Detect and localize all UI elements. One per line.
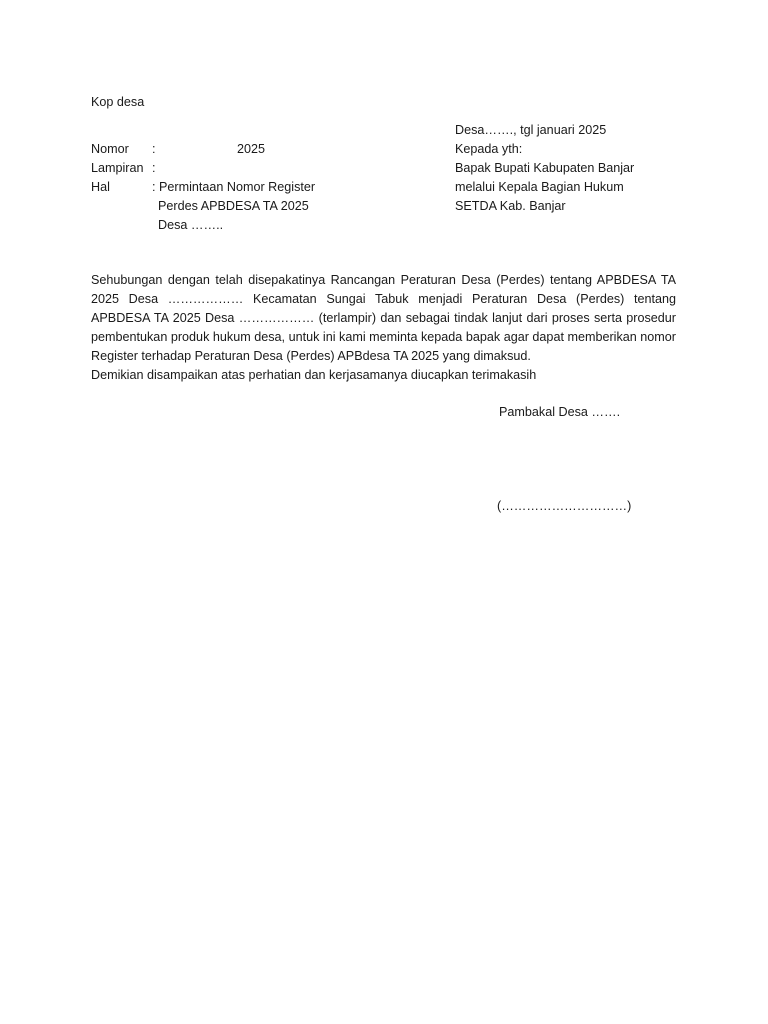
kepada-label: Kepada yth: [455, 142, 523, 156]
letter-body [91, 271, 676, 366]
recipient-line-3: SETDA Kab. Banjar [455, 199, 566, 213]
body-paragraph: Sehubungan dengan telah disepakatinya Rancangan Peraturan Desa (Perdes) tentang APBDESA TA 2025 Desa ……………… Kecamatan Sungai Tabuk menjadi Peraturan Desa (Perdes) tentang APBDESA TA 2025 Desa ……………… (terlampir) dan sebagai tindak lanjut dari proses serta prosedur pembentukan produk hukum desa, untuk ini kami meminta kepada bapak agar dapat memberikan nomor Register terhadap Peraturan Desa (Perdes) APBdesa TA 2025 yang dimaksud. [91, 273, 676, 363]
hal-subject-line1: : Permintaan Nomor Register [152, 180, 316, 194]
hal-label: Hal [91, 180, 110, 194]
closing-sentence: Demikian disampaikan atas perhatian dan kerjasamanya diucapkan terimakasih [91, 368, 537, 382]
letterhead-placeholder: Kop desa [91, 95, 145, 109]
recipient-line-2: melalui Kepala Bagian Hukum [455, 180, 624, 194]
recipient-line-1: Bapak Bupati Kabupaten Banjar [455, 161, 635, 175]
nomor-value: 2025 [237, 142, 266, 156]
signatory-name-placeholder: (…………………………) [497, 499, 632, 513]
recipient-block [455, 121, 634, 216]
place-date: Desa……., tgl januari 2025 [455, 123, 607, 137]
signatory-title: Pambakal Desa ……. [499, 405, 621, 419]
hal-subject-line2: Perdes APBDESA TA 2025 [158, 199, 309, 213]
lampiran-colon: : [152, 161, 156, 175]
nomor-colon: : [152, 142, 156, 156]
hal-subject-line3: Desa …….. [158, 218, 224, 232]
lampiran-label: Lampiran [91, 161, 144, 175]
nomor-label: Nomor [91, 142, 129, 156]
